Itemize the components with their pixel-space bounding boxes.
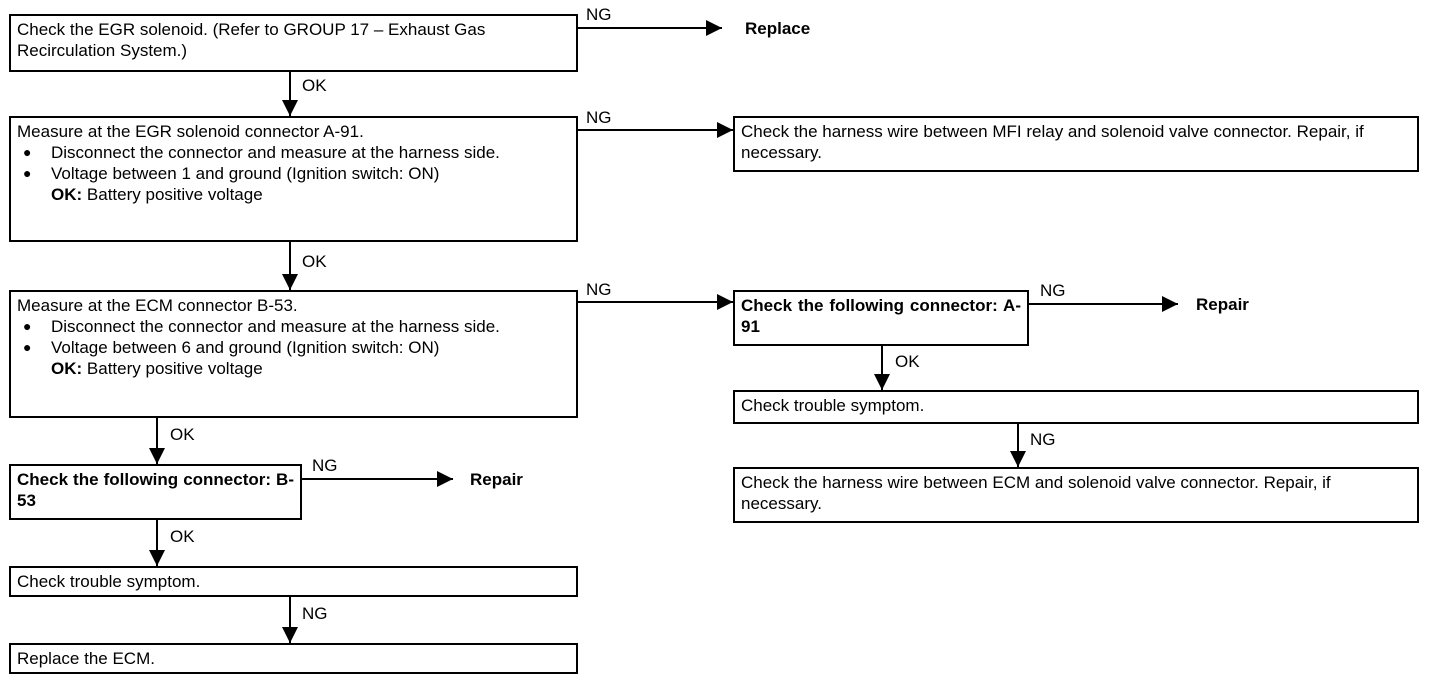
step5-check-symptom-text: Check trouble symptom. [17, 572, 201, 591]
step3-ok-criteria-value: Battery positive voltage [86, 359, 263, 378]
step4-ng-action: Repair [470, 470, 523, 489]
branch-check-trouble-symptom [733, 390, 1419, 424]
step3-bullet-2-text: Voltage between 6 and ground (Ignition switch: ON) [51, 338, 440, 357]
branch-final-harness-check [733, 467, 1419, 523]
branch-final-text: Check the harness wire between ECM and solenoid valve connector. Repair, if necessary. [741, 473, 1331, 513]
step3-title: Measure at the ECM connector B-53. [17, 296, 298, 315]
step4-ng-label: NG [312, 456, 338, 475]
step2-ng-harness-check [733, 116, 1419, 172]
step2-ng-label: NG [586, 108, 612, 127]
step3-bullet-1-text: Disconnect the connector and measure at the harness side. [51, 317, 500, 336]
branch-check-symptom-text: Check trouble symptom. [741, 396, 925, 415]
step4-check-connector-text: Check the following connector: B-53 [17, 470, 294, 510]
step1-ng-label: NG [586, 5, 612, 24]
step5-check-trouble-symptom [9, 566, 578, 597]
step5-ng-label: NG [302, 604, 328, 623]
step6-replace-ecm [9, 643, 578, 674]
step2-ok-label: OK [302, 252, 327, 271]
step2-measure-egr-connector [9, 116, 578, 242]
step1-text: Check the EGR solenoid. (Refer to GROUP 17 – Exhaust Gas Recirculation System.) [17, 20, 486, 60]
step2-ok-criteria-value: Battery positive voltage [86, 185, 263, 204]
step3-measure-ecm-connector [9, 290, 578, 418]
step2-bullet-1 [17, 142, 570, 163]
step3-ok-criteria-label: OK: [51, 359, 83, 378]
step3-ok-criteria [17, 358, 570, 379]
step1-ok-label: OK [302, 76, 327, 95]
step4-ok-label: OK [170, 527, 195, 546]
step2-bullet-2 [17, 163, 570, 184]
branch-connector-ok-label: OK [895, 352, 920, 371]
bullet-icon: ● [23, 339, 32, 355]
step4-check-connector-b53 [9, 464, 302, 520]
step1-check-egr-solenoid [9, 14, 578, 72]
step1-ng-action: Replace [745, 19, 811, 38]
step2-ng-action: Check the harness wire between MFI relay and solenoid valve connector. Repair, if necessary. [741, 122, 1364, 162]
branch-connector-ng-label: NG [1040, 281, 1066, 300]
step2-title: Measure at the EGR solenoid connector A-91. [17, 122, 364, 141]
branch-connector-ng-action: Repair [1196, 295, 1249, 314]
bullet-icon: ● [23, 165, 32, 181]
branch-check-connector-a91 [733, 290, 1029, 346]
step2-bullet-1-text: Disconnect the connector and measure at the harness side. [51, 143, 500, 162]
step6-text: Replace the ECM. [17, 649, 155, 668]
step2-bullet-2-text: Voltage between 1 and ground (Ignition switch: ON) [51, 164, 440, 183]
step3-bullet-2 [17, 337, 570, 358]
step2-ok-criteria [17, 184, 570, 205]
step3-bullet-1 [17, 316, 570, 337]
step3-ok-label: OK [170, 425, 195, 444]
bullet-icon: ● [23, 144, 32, 160]
step3-ng-label: NG [586, 280, 612, 299]
bullet-icon: ● [23, 318, 32, 334]
step2-ok-criteria-label: OK: [51, 185, 83, 204]
branch-symptom-ng-label: NG [1030, 430, 1056, 449]
branch-check-connector-text: Check the following connector: A-91 [741, 296, 1021, 336]
